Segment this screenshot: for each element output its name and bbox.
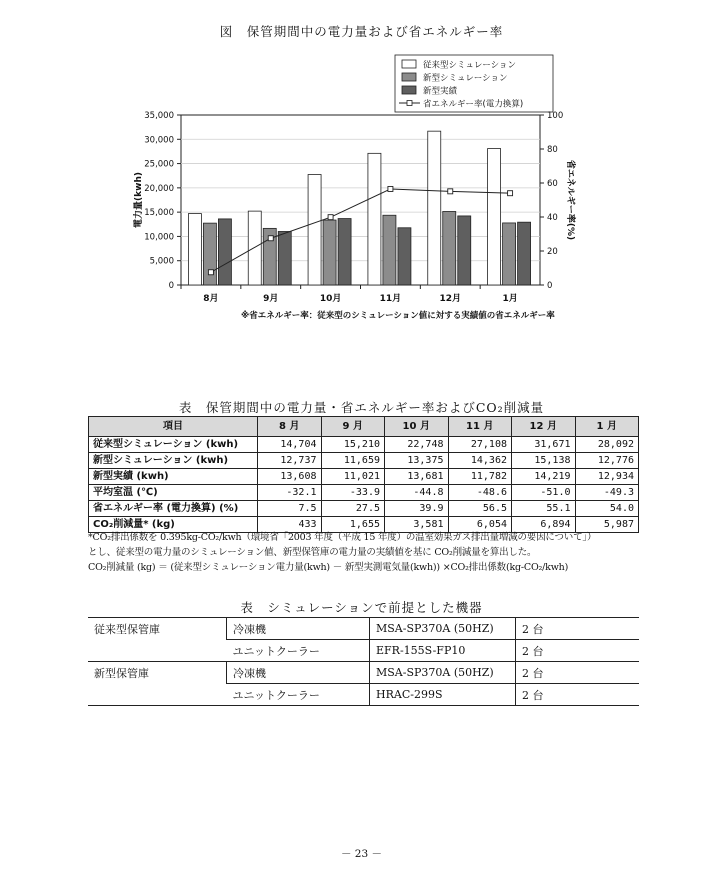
line-marker: [328, 215, 333, 220]
bar: [218, 219, 231, 285]
table1-header-row: [89, 417, 639, 437]
table-cell: 27,108: [448, 437, 512, 453]
table-cell: 54.0: [575, 501, 639, 517]
row-label: 省エネルギー率 (電力換算) (%): [89, 501, 258, 517]
quantity: 2 台: [516, 684, 640, 706]
table-cell: 28,092: [575, 437, 639, 453]
bar: [203, 223, 216, 285]
table-row: [89, 501, 639, 517]
bar-line-chart: [0, 0, 723, 330]
column-header: 10 月: [385, 417, 449, 437]
chart-legend: [395, 55, 553, 112]
table-cell: 5,987: [575, 517, 639, 533]
table-cell: -51.0: [512, 485, 576, 501]
bar: [458, 216, 471, 285]
y-tick-label: 35,000: [144, 111, 174, 121]
model-number: EFR-155S-FP10: [370, 640, 516, 662]
y2-tick-label: 60: [547, 179, 558, 189]
line-marker: [268, 236, 273, 241]
table-row: [89, 485, 639, 501]
bar: [278, 231, 291, 285]
equipment-table: [88, 617, 639, 706]
x-tick-label: 1月: [502, 294, 518, 304]
table-cell: 12,737: [258, 453, 322, 469]
column-header: 項目: [89, 417, 258, 437]
y-tick-label: 5,000: [149, 256, 174, 267]
bar: [308, 175, 321, 285]
row-label: 平均室温 (℃): [89, 485, 258, 501]
x-tick-label: 10月: [319, 294, 342, 304]
table-cell: 3,581: [385, 517, 449, 533]
table-cell: 13,681: [385, 469, 449, 485]
quantity: 2 台: [516, 640, 640, 662]
table-cell: 6,054: [448, 517, 512, 533]
y-tick-label: 25,000: [144, 159, 174, 170]
table-cell: 11,659: [321, 453, 385, 469]
line-marker: [508, 191, 513, 196]
quantity: 2 台: [516, 662, 640, 684]
table-cell: 7.5: [258, 501, 322, 517]
y-tick-label: 20,000: [144, 183, 174, 194]
line-marker: [448, 189, 453, 194]
bar: [383, 215, 396, 285]
device-name: ユニットクーラー: [227, 684, 370, 706]
model-number: MSA-SP370A (50HZ): [370, 618, 516, 640]
x-tick-label: 8月: [203, 294, 219, 304]
table-cell: 12,934: [575, 469, 639, 485]
legend-label: 新型シミュレーション: [423, 73, 508, 84]
y2-tick-label: 80: [547, 145, 558, 155]
y2-tick-label: 20: [547, 247, 558, 257]
chart-footnote: ※省エネルギー率：従来型のシミュレーション値に対する実績値の省エネルギー率: [241, 311, 555, 321]
row-label: 新型実績 (kwh): [89, 469, 258, 485]
power-summary-table: [88, 416, 639, 533]
row-label: CO₂削減量* (kg): [89, 517, 258, 533]
row-label: 従来型シミュレーション (kwh): [89, 437, 258, 453]
plot-area: [181, 115, 540, 285]
device-name: 冷凍機: [227, 662, 370, 684]
y-tick-label: 30,000: [144, 135, 174, 146]
table-row: [89, 453, 639, 469]
y-tick-label: 15,000: [144, 208, 174, 219]
table-cell: 22,748: [385, 437, 449, 453]
bar: [503, 223, 516, 285]
table-row: [89, 469, 639, 485]
table-cell: 27.5: [321, 501, 385, 517]
column-header: 11 月: [448, 417, 512, 437]
table-cell: 14,219: [512, 469, 576, 485]
storage-type: 従来型保管庫: [88, 618, 227, 662]
model-number: HRAC-299S: [370, 684, 516, 706]
column-header: 12 月: [512, 417, 576, 437]
table-cell: 1,655: [321, 517, 385, 533]
table-cell: 39.9: [385, 501, 449, 517]
legend-swatch: [402, 60, 416, 68]
table-cell: -44.8: [385, 485, 449, 501]
legend-label: 新型実績: [423, 86, 458, 97]
bar: [323, 220, 336, 285]
table1-note-2: とし、従来型の電力量のシミュレーション値、新型保管庫の電力量の実績値を基に CO₂削減量を算出した。: [88, 547, 537, 558]
legend-swatch: [402, 86, 416, 94]
table-cell: 31,671: [512, 437, 576, 453]
table-cell: 55.1: [512, 501, 576, 517]
bar: [488, 149, 501, 285]
model-number: MSA-SP370A (50HZ): [370, 662, 516, 684]
table1-caption: 表 保管期間中の電力量・省エネルギー率およびCO₂削減量: [178, 400, 545, 415]
table-cell: -33.9: [321, 485, 385, 501]
figure-title: 図 保管期間中の電力量および省エネルギー率: [219, 24, 504, 39]
line-marker: [388, 186, 393, 191]
table2-caption: 表 シミュレーションで前提とした機器: [240, 600, 483, 615]
table-row: [88, 662, 639, 684]
table-cell: 13,375: [385, 453, 449, 469]
device-name: 冷凍機: [227, 618, 370, 640]
bar: [338, 219, 351, 285]
x-tick-label: 12月: [439, 294, 462, 304]
plot-border: [181, 115, 540, 285]
table-row: [89, 437, 639, 453]
y-axis-label: 電力量(kwh): [134, 172, 144, 228]
device-name: ユニットクーラー: [227, 640, 370, 662]
storage-type: 新型保管庫: [88, 662, 227, 706]
table-cell: 433: [258, 517, 322, 533]
column-header: 8 月: [258, 417, 322, 437]
line-marker: [208, 270, 213, 275]
quantity: 2 台: [516, 618, 640, 640]
legend-marker: [407, 101, 412, 106]
y-tick-label: 10,000: [144, 232, 174, 243]
y-tick-label: 0: [168, 281, 174, 291]
x-tick-label: 11月: [379, 294, 402, 304]
bar: [428, 131, 441, 285]
row-label: 新型シミュレーション (kwh): [89, 453, 258, 469]
table-cell: -32.1: [258, 485, 322, 501]
bar: [443, 211, 456, 285]
table-cell: -49.3: [575, 485, 639, 501]
table1-note-3: CO₂削減量 (kg) ＝ (従来型シミュレーション電力量(kwh) － 新型実測電気量(kwh)) ×CO₂排出係数(kg-CO₂/kwh): [88, 562, 569, 573]
bar: [368, 153, 381, 285]
bar: [248, 211, 261, 285]
table-cell: 15,210: [321, 437, 385, 453]
table-cell: 13,608: [258, 469, 322, 485]
y2-tick-label: 0: [547, 281, 553, 291]
y2-axis-label: 省エネルギー率(%): [565, 159, 575, 241]
legend-label: 省エネルギー率(電力換算): [423, 99, 524, 110]
table-row: [88, 618, 639, 640]
page-number: － 23 －: [340, 848, 383, 860]
table-cell: 14,362: [448, 453, 512, 469]
table-cell: 11,782: [448, 469, 512, 485]
y2-tick-label: 100: [547, 111, 564, 121]
table-cell: 15,138: [512, 453, 576, 469]
table-cell: -48.6: [448, 485, 512, 501]
table-cell: 14,704: [258, 437, 322, 453]
y2-tick-label: 40: [547, 213, 558, 223]
legend-label: 従来型シミュレーション: [423, 60, 516, 71]
bar: [188, 214, 201, 285]
table-cell: 12,776: [575, 453, 639, 469]
x-tick-label: 9月: [263, 294, 279, 304]
table1-note-1: *CO₂排出係数を 0.395kg-CO₂/kwh（環境省「2003 年度（平成 15 年度）の温室効果ガス排出量増減の要因について」）: [88, 532, 597, 543]
column-header: 9 月: [321, 417, 385, 437]
column-header: 1 月: [575, 417, 639, 437]
table-cell: 11,021: [321, 469, 385, 485]
legend-swatch: [402, 73, 416, 81]
bar: [398, 228, 411, 285]
table-cell: 56.5: [448, 501, 512, 517]
bar: [518, 222, 531, 285]
table-cell: 6,894: [512, 517, 576, 533]
